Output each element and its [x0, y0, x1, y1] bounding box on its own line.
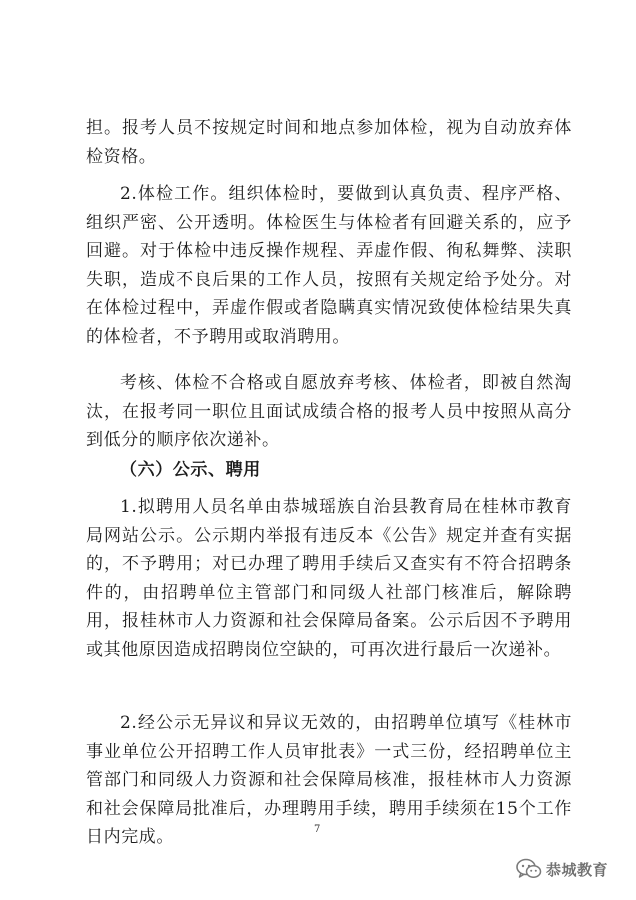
- watermark-text: 恭城教育: [546, 860, 609, 879]
- watermark: [516, 858, 608, 880]
- wechat-icon: [516, 858, 542, 880]
- paragraph-publicity: 1.拟聘用人员名单由恭城瑶族自治县教育局在桂林市教育局网站公示。公示期内举报有违反本《公告》规定并查有实据的，不予聘用；对已办理了聘用手续后又查实有不符合招聘条件的，由招聘单位主管部门和同级人社部门核准后，解除聘用，报桂林市人力资源和社会保障局备案。公示后因不予聘用或其他原因造成招聘岗位空缺的，可再次进行最后一次递补。: [86, 497, 572, 660]
- section-heading-announcement-hiring: （六）公示、聘用: [120, 460, 261, 480]
- paragraph-approval-procedure: 2.经公示无异议和异议无效的，由招聘单位填写《桂林市事业单位公开招聘工作人员审批表》一式三份，经招聘单位主管部门和同级人力资源和社会保障局核准，报桂林市人力资源和社会保障局批准后，办理聘用手续，聘用手续须在15个工作日内完成。: [86, 713, 572, 848]
- page-number: 7: [314, 824, 321, 835]
- paragraph-physical-exam-qualification: 担。报考人员不按规定时间和地点参加体检，视为自动放弃体检资格。: [86, 118, 572, 167]
- paragraph-physical-exam-work: 2.体检工作。组织体检时，要做到认真负责、程序严格、组织严密、公开透明。体检医生与体检者有回避关系的，应予回避。对于体检中违反操作规程、弄虚作假、徇私舞弊、渎职失职，造成不良后果的工作人员，按照有关规定给予处分。对在体检过程中，弄虚作假或者隐瞒真实情况致使体检结果失真的体检者，不予聘用或取消聘用。: [86, 184, 572, 347]
- paragraph-elimination-and-replacement: 考核、体检不合格或自愿放弃考核、体检者，即被自然淘汰，在报考同一职位且面试成绩合格的报考人员中按照从高分到低分的顺序依次递补。: [86, 373, 572, 451]
